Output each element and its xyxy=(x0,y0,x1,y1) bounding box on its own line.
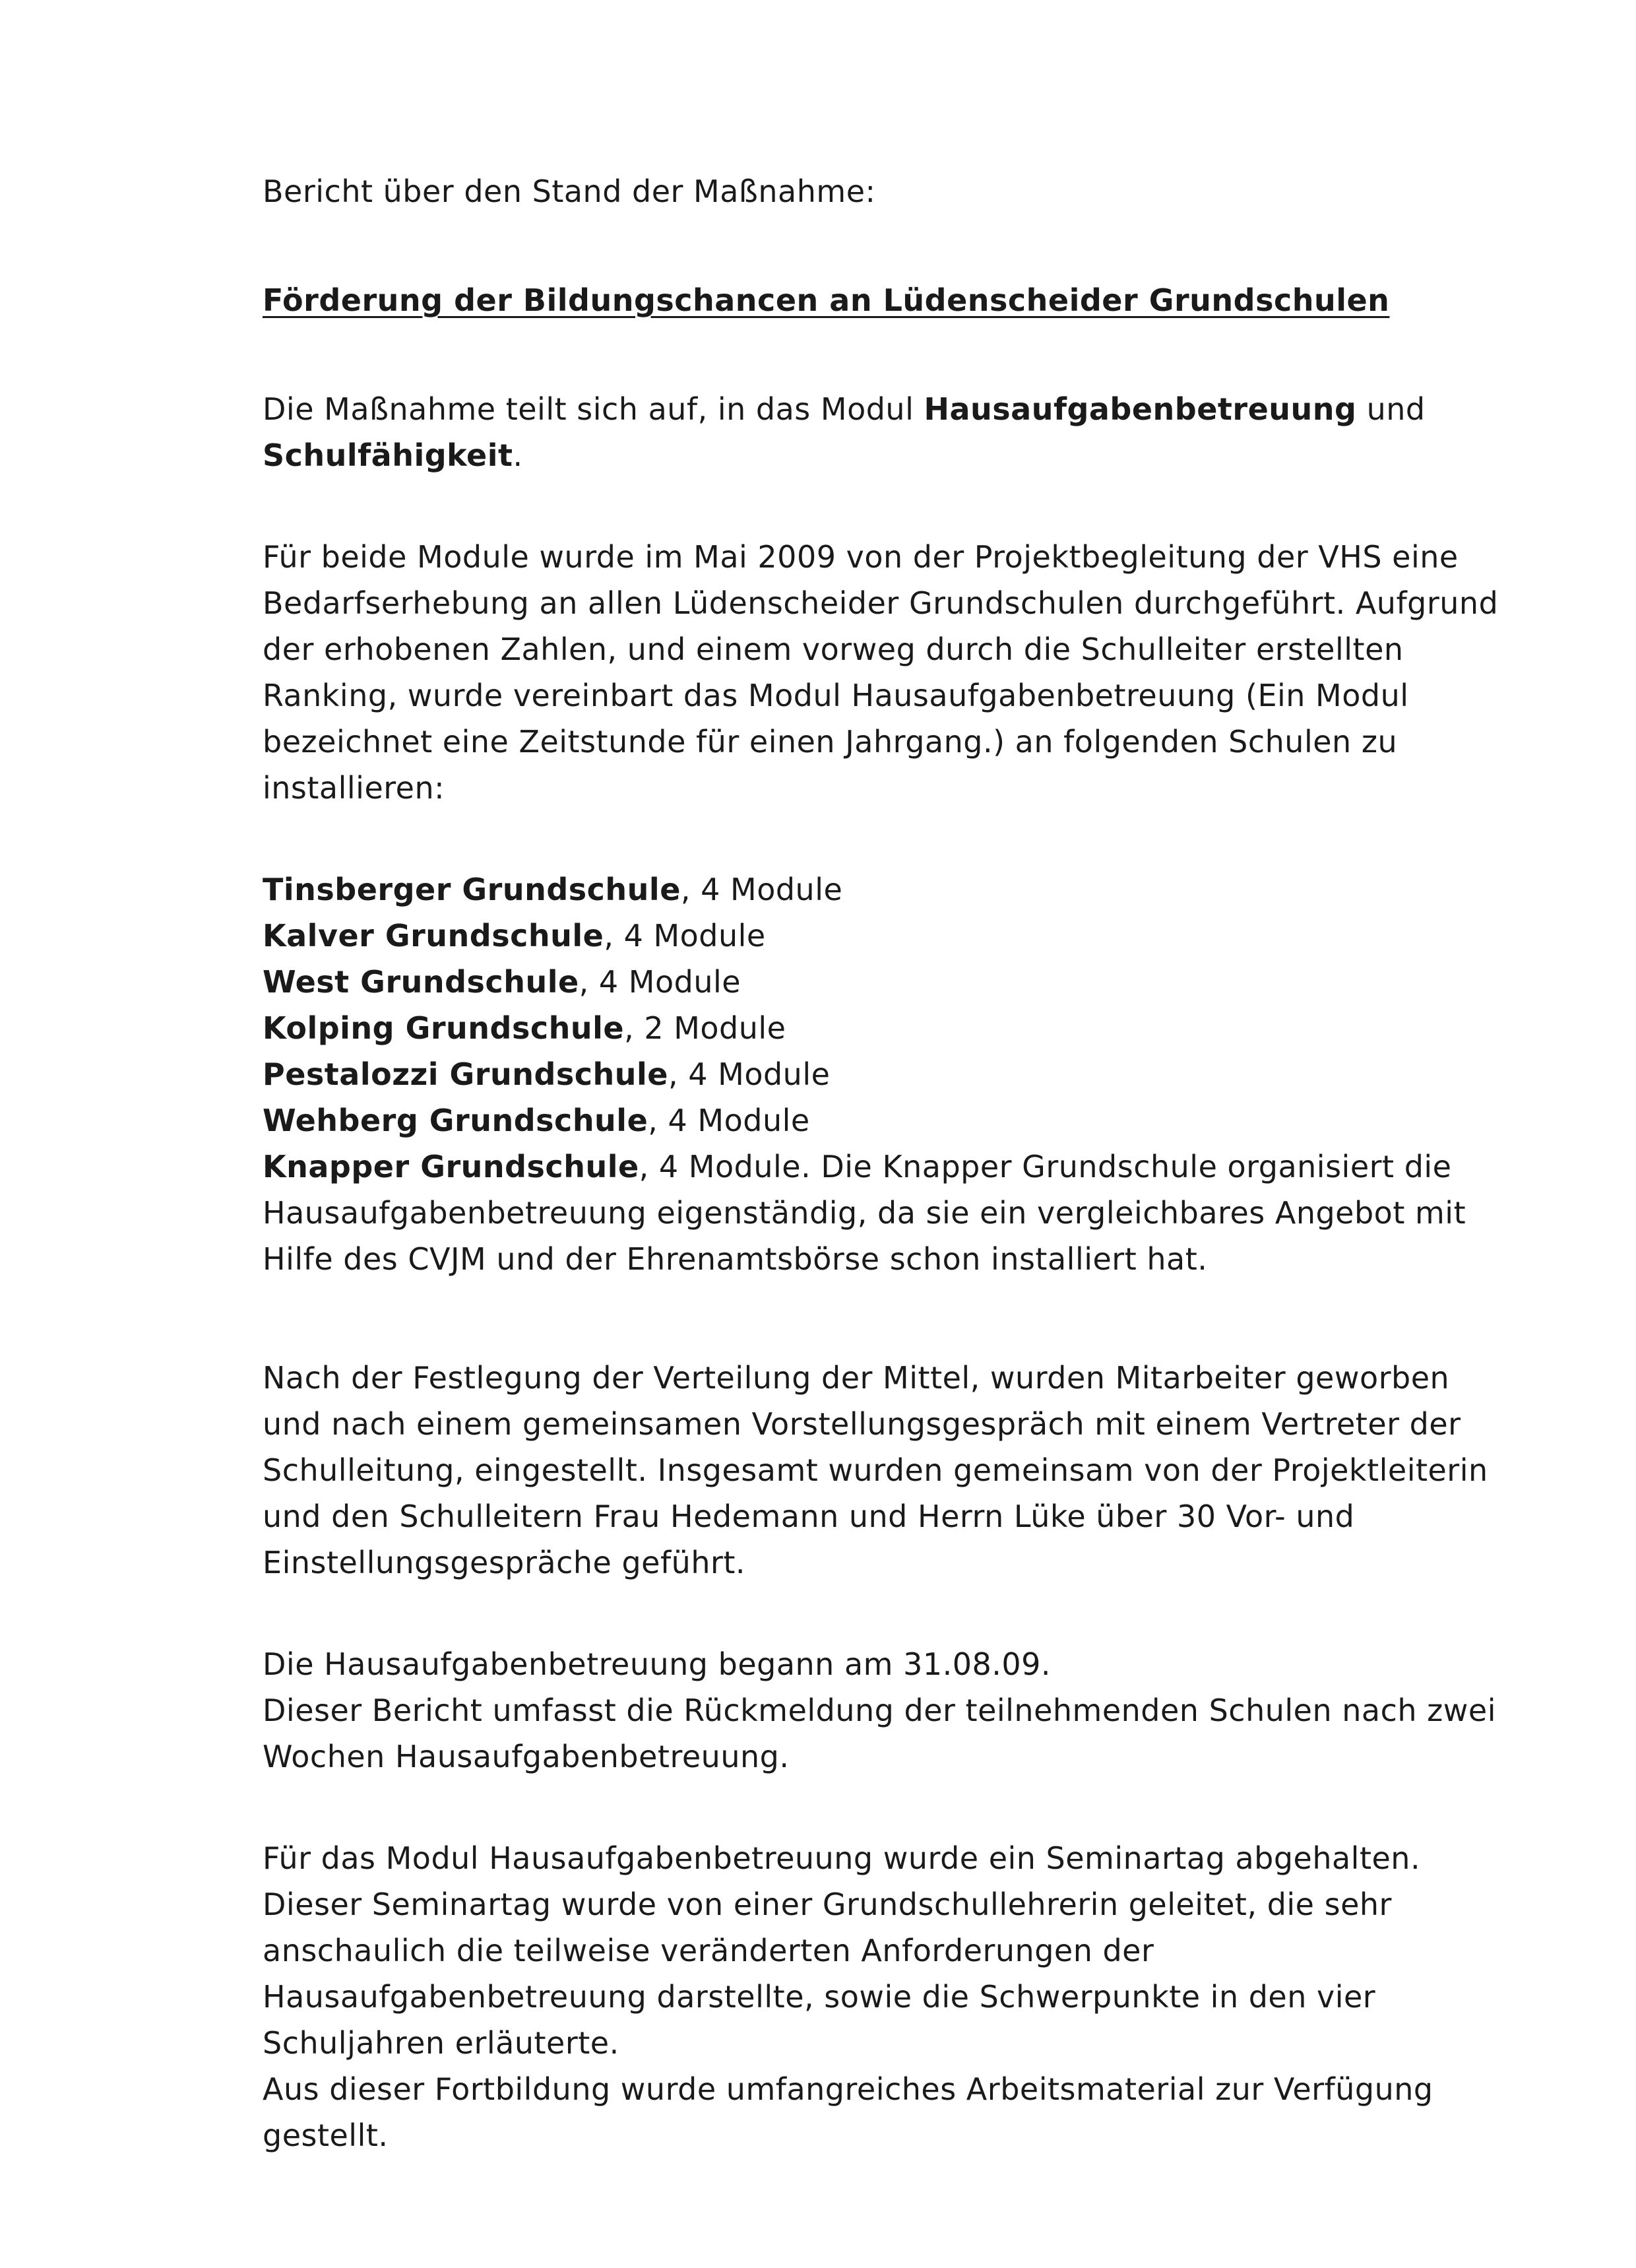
school-name: West Grundschule xyxy=(263,964,579,1000)
list-item xyxy=(263,913,1516,959)
beginn-line: Die Hausaufgabenbetreuung begann am 31.08.09. xyxy=(263,1646,1052,1682)
school-detail: , 4 Module. Die Knapper Grundschule organisiert die Hausaufgabenbetreuung eigenständig, da sie ein vergleichbares Angebot mit Hilfe des CVJM und der Ehrenamtsbörse schon installiert hat. xyxy=(263,1149,1466,1277)
report-title: Bericht über den Stand der Maßnahme: xyxy=(263,174,876,209)
school-name: Tinsberger Grundschule xyxy=(263,872,681,907)
paragraph-seminartag xyxy=(263,1835,1516,2158)
intro-text-2: und xyxy=(1356,391,1426,427)
intro-bold-schulfaehigkeit: Schulfähigkeit xyxy=(263,437,513,473)
paragraph-beginn xyxy=(263,1641,1516,1780)
list-item xyxy=(263,1051,1516,1097)
list-item xyxy=(263,1144,1516,1282)
intro-bold-hausaufgaben: Hausaufgabenbetreuung xyxy=(924,391,1357,427)
paragraph-mitarbeiter: Nach der Festlegung der Verteilung der Mittel, wurden Mitarbeiter geworben und nach einem gemeinsamen Vorstellungsgespräch mit einem Vertreter der Schulleitung, eingestellt. Insgesamt wurden gemeinsam von der Projektleiterin und den Schulleitern Frau Hedemann und Herrn Lüke über 30 Vor- und Einstellungsgespräche geführt. xyxy=(263,1360,1488,1580)
school-name: Pestalozzi Grundschule xyxy=(263,1056,668,1092)
school-name: Knapper Grundschule xyxy=(263,1149,639,1184)
report-subtitle: Förderung der Bildungschancen an Lüdenscheider Grundschulen xyxy=(263,282,1390,318)
document-body xyxy=(263,168,1516,2214)
list-item xyxy=(263,1005,1516,1051)
list-item xyxy=(263,1097,1516,1144)
intro-text-3: . xyxy=(513,437,523,473)
paragraph-bedarfserhebung: Für beide Module wurde im Mai 2009 von der Projektbegleitung der VHS eine Bedarfserhebung an allen Lüdenscheider Grundschulen durchgeführt. Aufgrund der erhobenen Zahlen, und einem vorweg durch die Schulleiter erstellten Ranking, wurde vereinbart das Modul Hausaufgabenbetreuung (Ein Modul bezeichnet eine Zeitstunde für einen Jahrgang.) an folgenden Schulen zu installieren: xyxy=(263,539,1499,806)
school-detail: , 2 Module xyxy=(624,1010,786,1046)
school-name: Wehberg Grundschule xyxy=(263,1103,648,1138)
school-detail: , 4 Module xyxy=(668,1056,831,1092)
school-list xyxy=(263,866,1516,1282)
section-spacer xyxy=(263,1282,1516,1355)
school-name: Kolping Grundschule xyxy=(263,1010,625,1046)
intro-paragraph xyxy=(263,386,1516,478)
school-name: Kalver Grundschule xyxy=(263,918,604,954)
list-item xyxy=(263,959,1516,1005)
fortbildung-text: Aus dieser Fortbildung wurde umfangreiches Arbeitsmaterial zur Verfügung gestellt. xyxy=(263,2071,1433,2153)
intro-text-1: Die Maßnahme teilt sich auf, in das Modul xyxy=(263,391,924,427)
school-detail: , 4 Module xyxy=(648,1103,810,1138)
seminartag-text: Für das Modul Hausaufgabenbetreuung wurde ein Seminartag abgehalten. Dieser Seminartag wurde von einer Grundschullehrerin geleitet, die sehr anschaulich die teilweise veränderten Anforderungen der Hausaufgabenbetreuung darstellte, sowie die Schwerpunkte in den vier Schuljahren erläuterte. xyxy=(263,1840,1421,2061)
school-detail: , 4 Module xyxy=(579,964,741,1000)
school-detail: , 4 Module xyxy=(680,872,843,907)
bericht-line: Dieser Bericht umfasst die Rückmeldung der teilnehmenden Schulen nach zwei Wochen Hausaufgabenbetreuung. xyxy=(263,1693,1496,1774)
list-item xyxy=(263,866,1516,913)
school-detail: , 4 Module xyxy=(604,918,766,954)
